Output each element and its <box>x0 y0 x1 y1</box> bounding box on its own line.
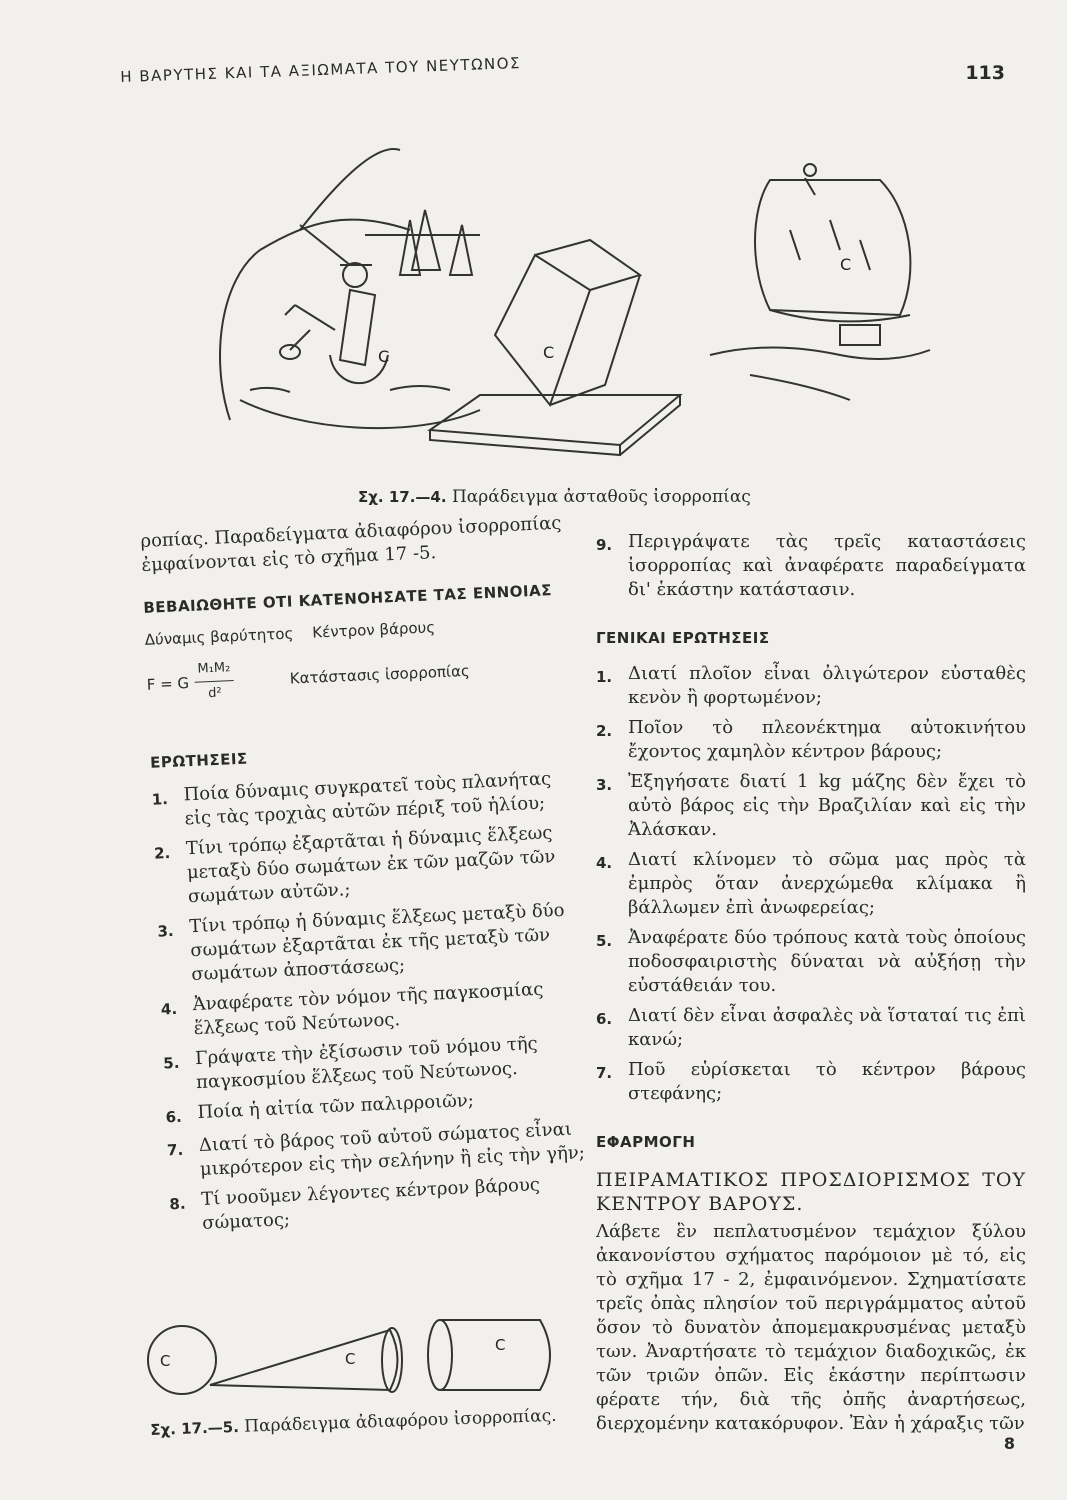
sphere-shape <box>148 1326 216 1394</box>
sphere-center-label: C <box>160 1352 171 1370</box>
cylinder-shape <box>440 1320 550 1390</box>
list-item: 1. Διατί πλοῖον εἶναι ὀλιγώτερον εὐσταθὲς κενὸν ἢ φορτωμένον; <box>596 663 1026 708</box>
questions-list <box>151 766 600 1237</box>
list-item: 6. Ποία ἡ αἰτία τῶν παλιρροιῶν; <box>165 1089 475 1127</box>
unstable-equilibrium-illustration <box>150 100 950 480</box>
list-item: 2. Ποῖον τὸ πλεονέκτημα αὐτοκινήτου ἔχοντος χαμηλὸν κέντρον βάρους; <box>596 717 1026 762</box>
formula-denominator: d² <box>207 685 223 702</box>
list-item: 8. Τί νοοῦμεν λέγοντες κέντρον βάρους σώματος; <box>169 1174 541 1234</box>
fisherman-center-label: C <box>378 347 390 366</box>
page-number: 113 <box>965 62 1005 84</box>
haystack-center-label: C <box>840 255 852 274</box>
experiment-title: ΠΕΙΡΑΜΑΤΙΚΟΣ ΠΡΟΣΔΙΟΡΙΣΜΟΣ ΤΟΥ ΚΕΝΤΡΟΥ ΒΑΡΟΥΣ. <box>596 1169 1026 1215</box>
application-heading: ΕΦΑΡΜΟΓΗ <box>596 1133 696 1151</box>
list-item: 7. Ποῦ εὑρίσκεται τὸ κέντρον βάρους στεφάνης; <box>596 1059 1026 1104</box>
list-item: 5. Γράψατε τὴν ἐξίσωσιν τοῦ νόμου τῆς παγκοσμίου ἕλξεως τοῦ Νεύτωνος. <box>162 1033 539 1094</box>
figure-caption-text: Παράδειγμα ἀσταθοῦς ἰσορροπίας <box>451 487 751 507</box>
list-item: 5. Ἀναφέρατε δύο τρόπους κατὰ τοὺς ὁποίους ποδοσφαιριστὴς δύναται νὰ αὐξήσῃ τὴν εὐστάθειάν του. <box>596 927 1026 996</box>
formula-lhs: F = G <box>146 673 190 694</box>
figure-caption-bottom <box>150 1405 570 1440</box>
sheet-number: 8 <box>1003 1434 1015 1453</box>
list-item: 4. Διατί κλίνομεν τὸ σῶμα μας πρὸς τὰ ἐμπρὸς ὅταν ἀνερχώμεθα κλίμακα ἢ βάλλωμεν ἐπὶ ἀνωφερείας; <box>596 849 1026 918</box>
gravity-formula <box>146 641 578 709</box>
list-item: 2. Τίνι τρόπῳ ἐξαρτᾶται ἡ δύναμις ἕλξεως μεταξὺ δύο σωμάτων ἐκ τῶν μαζῶν τῶν σωμάτων αὐτῶν.; <box>153 822 556 908</box>
haystack-scene <box>710 164 930 400</box>
general-questions-heading: ΓΕΝΙΚΑΙ ΕΡΩΤΗΣΕΙΣ <box>596 629 770 647</box>
list-item: 7. Διατί τὸ βάρος τοῦ αὐτοῦ σώματος εἶναι μικρότερον εἰς τὴν σελήνην ἢ εἰς τὴν γῆν; <box>166 1118 586 1180</box>
figure-label: Σχ. 17.—4. <box>358 488 447 506</box>
figure-caption-text: Παράδειγμα ἀδιαφόρου ἰσορροπίας. <box>243 1405 557 1437</box>
general-questions-list <box>596 662 1026 1106</box>
question-9-list <box>596 530 1026 602</box>
formula-numerator: M₁M₂ <box>194 656 234 683</box>
list-item: 9. Περιγράψατε τὰς τρεῖς καταστάσεις ἰσορροπίας καὶ ἀναφέρατε παραδείγματα δι' ἑκάστην κατάστασιν. <box>596 531 1026 600</box>
fisherman-scene <box>220 149 480 428</box>
experiment-body: Λάβετε ἓν πεπλατυσμένον τεμάχιον ξύλου ἀκανονίστου σχήματος παρόμοιον μὲ τό, εἰς τὸ σχῆμα 17 - 2, ἐμφαινόμενον. Σχηματίσατε τρεῖς ὀπὰς πλησίον τοῦ περιγράμματος αὐτοῦ ὅσον τὸ δυνατὸν ἀπομεμακρυσμένας μεταξὺ των. Ἀναρτήσατε τὸ τεμάχιον διαδοχικῶς, ἐκ τῶν τριῶν ὀπῶν. Εἰς ἑκάστην περίπτωσιν φέρατε τήν, διὰ τῆς ὀπῆς ἀναρτήσεως, διερχομένην κατακόρυφον. Ἐὰν ἡ χάραξις τῶν <box>596 1221 1026 1434</box>
formula-fraction <box>194 656 235 707</box>
left-column <box>140 511 601 1243</box>
intro-paragraph: ροπίας. Παραδείγματα ἀδιαφόρου ἰσορροπίας ἐμφαίνονται εἰς τὸ σχῆμα 17 -5. <box>140 512 562 576</box>
right-column <box>596 530 1026 1436</box>
neutral-equilibrium-illustration <box>140 1290 580 1410</box>
concepts-heading: ΒΕΒΑΙΩΘΗΤΕ ΟΤΙ ΚΑΤΕΝΟΗΣΑΤΕ ΤΑΣ ΕΝΝΟΙΑΣ <box>143 581 553 617</box>
list-item: 3. Τίνι τρόπῳ ἡ δύναμις ἕλξεως μεταξὺ δύο σωμάτων ἐξαρτᾶται ἐκ τῆς μεταξὺ τῶν σωμάτων ἀποστάσεως; <box>157 899 565 986</box>
concept-gravity: Δύναμις βαρύτητος <box>144 624 294 649</box>
cylinder-center-label: C <box>495 1336 506 1354</box>
list-item: 3. Ἐξηγήσατε διατί 1 kg μάζης δὲν ἔχει τὸ αὐτὸ βάρος εἰς τὴν Βραζιλίαν καὶ εἰς τὴν Ἀλάσκαν. <box>596 771 1026 840</box>
list-item: 6. Διατί δὲν εἶναι ἀσφαλὲς νὰ ἵσταταί τις ἐπὶ κανώ; <box>596 1005 1026 1050</box>
running-title: Η ΒΑΡΥΤΗΣ ΚΑΙ ΤΑ ΑΞΙΩΜΑΤΑ ΤΟΥ ΝΕΥΤΩΝΟΣ <box>120 54 522 86</box>
tilted-block <box>430 240 680 455</box>
list-item: 4. Ἀναφέρατε τὸν νόμον τῆς παγκοσμίας ἕλξεως τοῦ Νεύτωνος. <box>160 978 544 1040</box>
cone-shape <box>210 1330 398 1390</box>
list-item: 1. Ποία δύναμις συγκρατεῖ τοὺς πλανήτας εἰς τὰς τροχιὰς αὐτῶν πέριξ τοῦ ἡλίου; <box>151 768 552 830</box>
figure-caption-top <box>358 487 751 507</box>
questions-heading: ΕΡΩΤΗΣΕΙΣ <box>149 749 249 772</box>
block-center-label: C <box>543 343 555 362</box>
cone-center-label: C <box>345 1350 356 1368</box>
concept-equilibrium: Κατάστασις ἰσορροπίας <box>289 661 471 688</box>
concept-center-of-mass: Κέντρον βάρους <box>311 618 436 642</box>
figure-label: Σχ. 17.—5. <box>150 1417 240 1439</box>
